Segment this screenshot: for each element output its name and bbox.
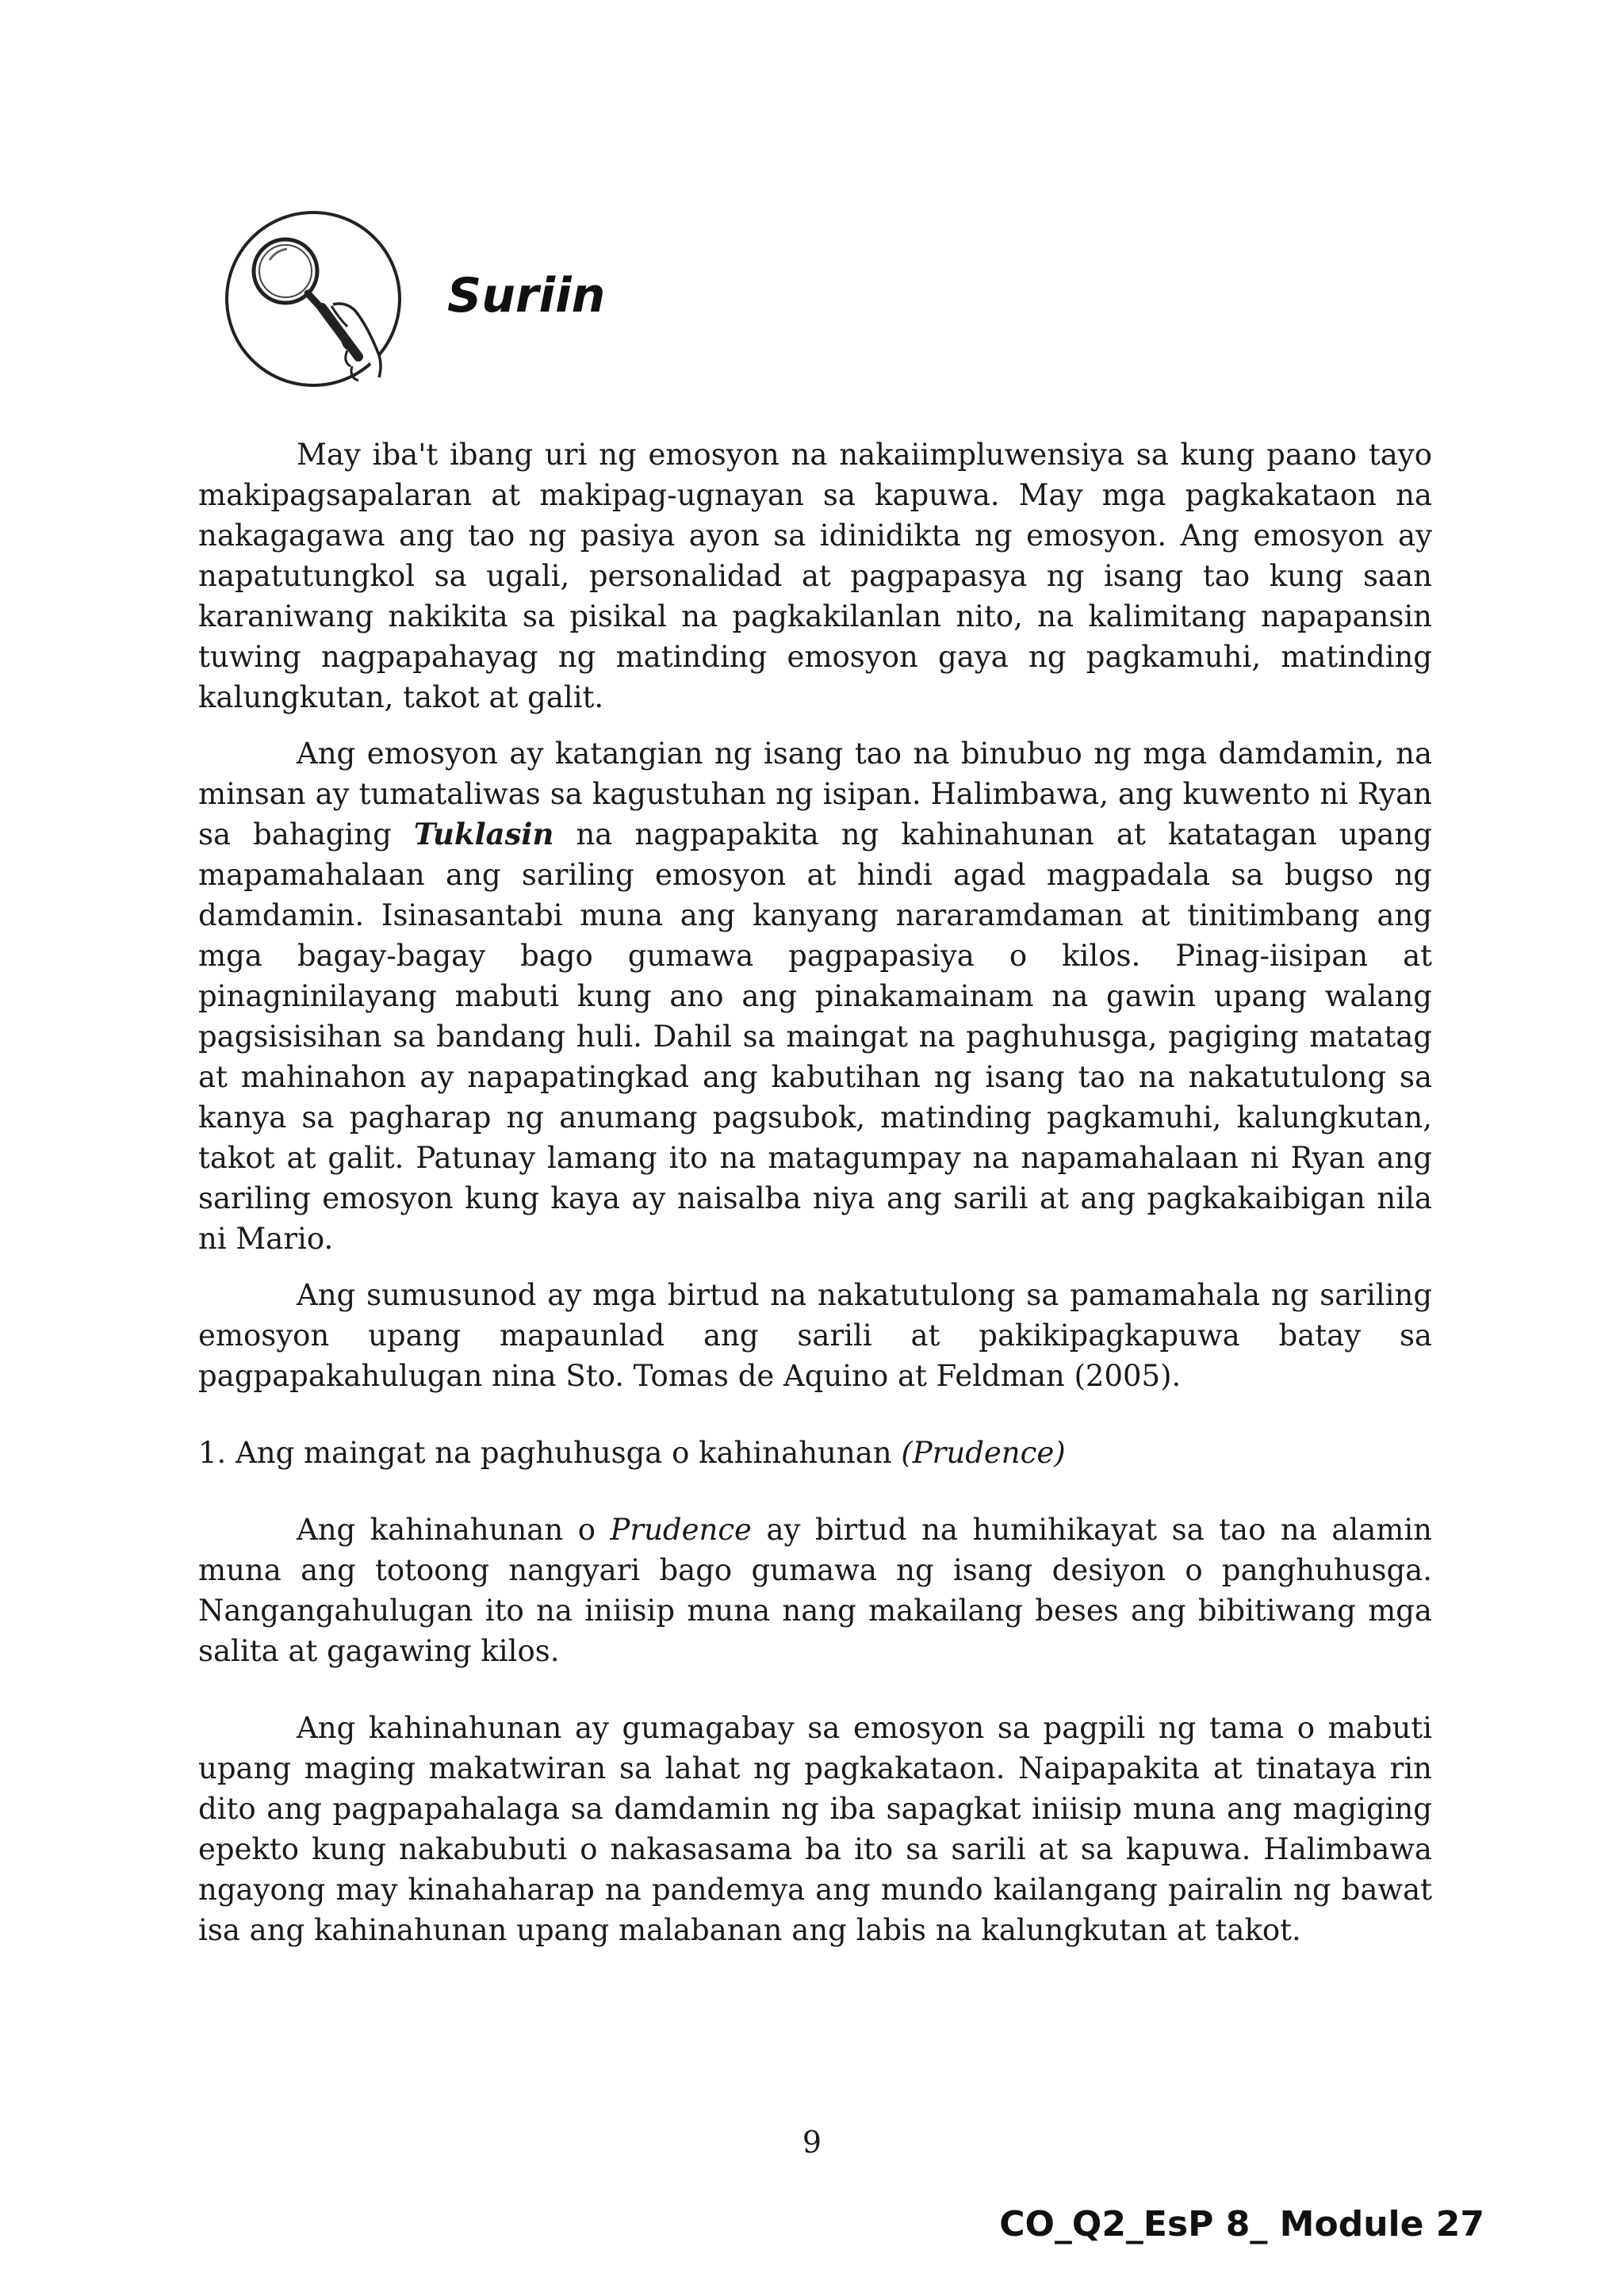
- module-code: CO_Q2_EsP 8_ Module 27: [999, 2204, 1484, 2244]
- paragraph-virtues-intro: Ang sumusunod ay mga birtud na nakatutulong sa pamamahala ng sariling emosyon upang mapaunlad ang sarili at pakikipagkapuwa batay sa pagpapakahulugan nina Sto. Tomas de Aquino at Feldman (2005).: [198, 1278, 1432, 1393]
- list-item-term: (Prudence): [901, 1436, 1066, 1470]
- paragraph-prudence-emotion: Ang kahinahunan ay gumagabay sa emosyon sa pagpili ng tama o mabuti upang maging makatwiran sa lahat ng pagkakataon. Naipapakita at tinataya rin dito ang pagpapahalaga sa damdamin ng iba sapagkat iniisip muna ang magiging epekto kung nakabubuti o nakasasama ba ito sa sarili at sa kapuwa. Halimbawa ngayong may kinahaharap na pandemya ang mundo kailangang pairalin ng bawat isa ang kahinahunan upang malabanan ang labis na kalungkutan at takot.: [198, 1711, 1432, 1947]
- paragraph-ryan-example: [198, 733, 1432, 1259]
- emphasis-tuklasin: Tuklasin: [413, 817, 554, 851]
- paragraph-text: ay birtud na humihikayat sa tao na alamin muna ang totoong nangyari bago gumawa ng isang desiyon o panghuhusga. Nangangahulugan ito na iniisip muna nang makailang beses ang bibitiwang mga salita at gagawing kilos.: [198, 1513, 1432, 1668]
- paragraph-text: na nagpapakita ng kahinahunan at katatagan upang mapamahalaan ang sariling emosyon at hindi agad magpadala sa bugso ng damdamin. Isinasantabi muna ang kanyang nararamdaman at tinitimbang ang mga bagay-bagay bago gumawa pagpapasiya o kilos. Pinag-iisipan at pinagninilayang mabuti kung ano ang pinakamainam na gawin upang walang pagsisisihan sa bandang huli. Dahil sa maingat na paghuhusga, pagiging matatag at mahinahon ay napapatingkad ang kabutihan ng isang tao na nakatutulong sa kanya sa pagharap ng anumang pagsubok, matinding pagkamuhi, kalungkutan, takot at galit. Patunay lamang ito na matagumpay na napamahalaan ni Ryan ang sariling emosyon kung kaya ay naisalba niya ang sarili at ang pagkakaibigan nila ni Mario.: [198, 817, 1432, 1256]
- list-item-prudence: [198, 1433, 1432, 1473]
- term-prudence: Prudence: [610, 1513, 752, 1547]
- section-title: Suriin: [447, 268, 606, 323]
- paragraph-text: Ang kahinahunan o: [297, 1513, 611, 1547]
- section-header: [224, 208, 937, 398]
- paragraph-text: Ang emosyon ay katangian ng isang tao na binubuo ng mga damdamin, na minsan ay tumataliwas sa kagustuhan ng isipan. Halimbawa, ang kuwento ni Ryan sa bahaging: [198, 737, 1432, 851]
- paragraph-prudence-definition: [198, 1510, 1432, 1671]
- page-number: 9: [802, 2125, 822, 2160]
- paragraph-intro: May iba't ibang uri ng emosyon na nakaiimpluwensiya sa kung paano tayo makipagsapalaran at makipag-ugnayan sa kapuwa. May mga pagkakataon na nakagagawa ang tao ng pasiya ayon sa idinidikta ng emosyon. Ang emosyon ay napatutungkol sa ugali, personalidad at pagpapasya ng isang tao kung saan karaniwang nakikita sa pisikal na pagkakilanlan nito, na kalimitang napapansin tuwing nagpapahayag ng matinding emosyon gaya ng pagkamuhi, matinding kalungkutan, takot at galit.: [198, 438, 1432, 714]
- magnifying-glass-hand-icon: [224, 208, 403, 390]
- body-text: [198, 434, 1432, 1950]
- list-item-text: 1. Ang maingat na paghuhusga o kahinahunan: [198, 1436, 902, 1470]
